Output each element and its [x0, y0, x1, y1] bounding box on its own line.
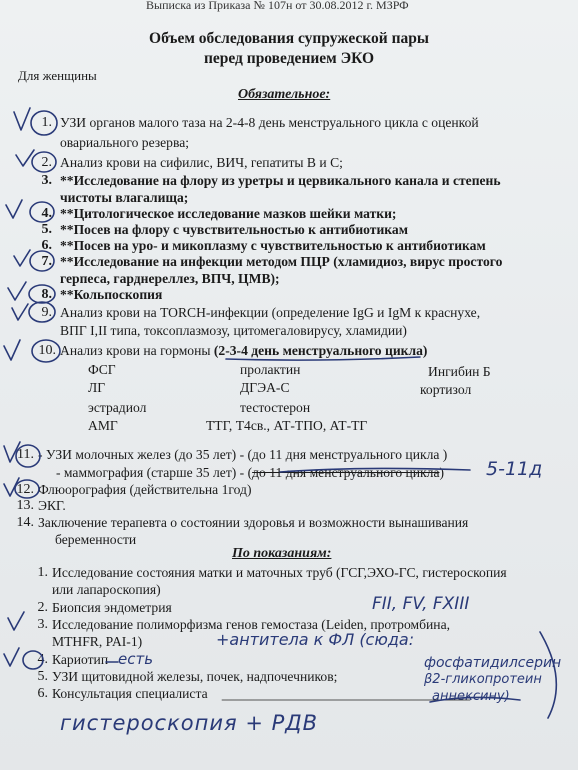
list-item-cont: ВПГ I,II типа, токсоплазмозу, цитомегаловирусу, хламидии): [60, 323, 407, 338]
document-subtitle: перед проведением ЭКО: [203, 50, 375, 67]
list-item: **Исследование на флору из уретры и цервикального канала и степень: [60, 173, 501, 188]
hormone-cell: тестостерон: [240, 400, 311, 415]
item-number: 12.: [16, 482, 34, 497]
list-item: **Цитологическое исследование мазков шейки матки;: [60, 206, 397, 221]
item-number: 14.: [16, 515, 34, 530]
check-mark-icon: [12, 304, 28, 320]
list-item-cont: герпеса, гарднереллез, ВПЧ, ЦМВ);: [60, 271, 280, 286]
check-mark-icon: [4, 340, 20, 360]
hormone-cell: ДГЭА-С: [240, 380, 290, 395]
list-item: Анализ крови на сифилис, ВИЧ, гепатиты В и С;: [60, 155, 343, 170]
list-item: ЭКГ.: [38, 498, 66, 513]
list-item: УЗИ щитовидной железы, почек, надпочечников;: [52, 669, 338, 684]
item-number: 13.: [16, 498, 34, 513]
hormone-cell: ФСГ: [88, 362, 116, 377]
check-mark-icon: [14, 108, 30, 130]
order-reference: Выписка из Приказа № 107н от 30.08.2012 г. МЗРФ: [146, 0, 409, 12]
check-mark-icon: [8, 282, 26, 300]
mammography-label: - маммография (старше 35 лет) - (: [56, 465, 253, 480]
for-women-label: Для женщины: [18, 68, 97, 83]
list-item: Анализ крови на TORCH-инфекции (определение IgG и IgM к краснухе,: [60, 305, 481, 320]
handwritten-antibodies-note: +антитела к ФЛ (сюда:: [216, 630, 415, 649]
item-number: 5.: [41, 222, 52, 237]
hormone-cell: ЛГ: [88, 380, 106, 395]
hormone-cell: эстрадиол: [88, 400, 147, 415]
check-mark-icon: [8, 612, 24, 630]
list-item: **Исследование на инфекции методом ПЦР (хламидиоз, вирус простого: [60, 254, 503, 269]
item-number: 3.: [37, 617, 48, 632]
list-item-cont: беременности: [55, 532, 137, 547]
list-item: **Посев на уро- и микоплазму с чувствительностью к антибиотикам: [60, 238, 486, 253]
mammography-close: ): [439, 465, 445, 480]
hormones-label: Анализ крови на гормоны: [60, 343, 214, 358]
check-mark-icon: [14, 250, 30, 266]
list-item: УЗИ органов малого таза на 2-4-8 день менструального цикла с оценкой: [60, 115, 479, 130]
item-number: 5.: [37, 669, 48, 684]
item-number: 1.: [41, 115, 52, 130]
handwritten-beta2-glycoprotein: β2-гликопротеин: [424, 672, 542, 687]
item-number: 1.: [37, 565, 48, 580]
list-item: Флюорография (действительна 1год): [38, 482, 252, 497]
item-number: 11.: [17, 447, 34, 462]
list-item-cont: чистоты влагалища;: [60, 190, 189, 205]
check-mark-icon: [6, 200, 22, 218]
item-number: 2.: [37, 600, 48, 615]
hormone-cell: пролактин: [240, 362, 301, 377]
item-number: 4.: [37, 652, 48, 667]
list-item-cont: MTHFR, PAI-1): [52, 634, 143, 649]
hormone-cell: ТТГ, Т4св., АТ-ТПО, АТ-ТГ: [206, 418, 368, 433]
breast-ultrasound-item: - УЗИ молочных желез (до 35 лет) - (до 11 дня менструального цикла ): [38, 447, 448, 462]
handwritten-bottom-note: гистероскопия + РДВ: [60, 711, 319, 735]
list-item: [60, 343, 427, 359]
item-number: 7.: [41, 254, 52, 269]
list-item: Кариотип: [52, 652, 109, 667]
handwritten-karyotype-note: есть: [118, 650, 154, 668]
list-item: Консультация специалиста: [52, 686, 208, 701]
list-item: **Кольпоскопия: [60, 287, 163, 302]
item-number: 4.: [41, 206, 52, 221]
handwritten-phosphatidylserine: фосфатидилсерин: [424, 655, 562, 671]
item-number: 10.: [38, 343, 56, 358]
item-number: 8.: [41, 287, 52, 302]
handwritten-days-note: 5-11д: [486, 458, 543, 480]
mammography-item: [56, 465, 444, 481]
list-item: Заключение терапевта о состоянии здоровья и возможности вынашивания: [38, 515, 469, 530]
handwritten-annexin: аннексину): [432, 689, 510, 704]
document-title: Объем обследования супружеской пары: [149, 30, 429, 47]
check-mark-icon: [4, 648, 19, 666]
item-number: 6.: [41, 238, 52, 253]
hormones-cycle-days: (2-3-4 день менструального цикла): [213, 343, 428, 358]
indications-section-title: По показаниям:: [232, 546, 332, 561]
handwritten-factors-note: FII, FV, FXIII: [372, 594, 470, 614]
struck-cycle-text: до 11 дня менструального цикла: [252, 465, 440, 480]
list-item: Биопсия эндометрия: [52, 600, 172, 615]
required-section-title: Обязательное:: [238, 87, 331, 102]
list-item-cont: или лапароскопия): [52, 582, 161, 597]
list-item: Исследование состояния матки и маточных труб (ГСГ,ЭХО-ГС, гистероскопия: [52, 565, 507, 580]
list-item: **Посев на флору с чувствительностью к антибиотикам: [60, 222, 408, 237]
item-number: 9.: [41, 305, 52, 320]
item-number: 2.: [41, 155, 52, 170]
item-number: 3.: [41, 173, 52, 188]
hormone-cell: АМГ: [88, 418, 118, 433]
bracket-stroke: [540, 632, 556, 718]
list-item-cont: овариального резерва;: [60, 135, 190, 150]
list-item: Исследование полиморфизма генов гемостаза (Leiden, протромбина,: [52, 617, 450, 632]
hormone-cell: кортизол: [420, 382, 472, 397]
item-number: 6.: [37, 686, 48, 701]
hormone-cell: Ингибин Б: [428, 364, 491, 379]
